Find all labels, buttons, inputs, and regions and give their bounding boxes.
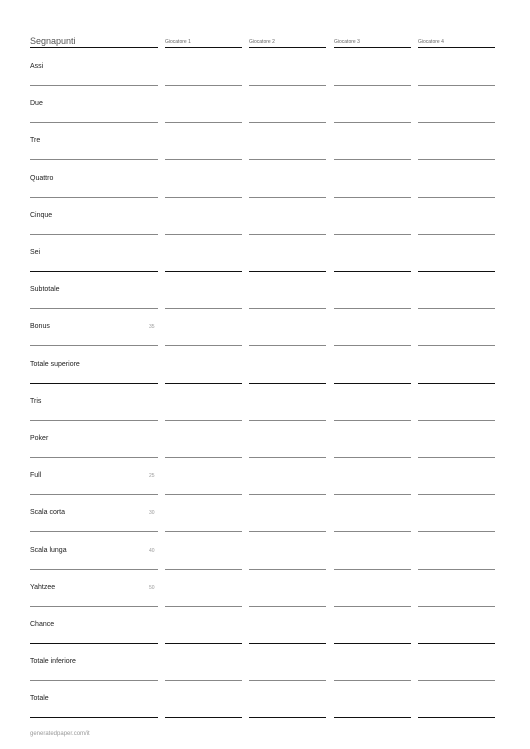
row-points: 50: [149, 584, 155, 591]
row-label-line: [30, 680, 158, 681]
score-cell-3[interactable]: [334, 457, 411, 458]
score-cell-3[interactable]: [334, 569, 411, 570]
row-label-line: [30, 531, 158, 532]
score-cell-3[interactable]: [334, 308, 411, 309]
score-cell-1[interactable]: [165, 494, 242, 495]
row-points: 25: [149, 473, 155, 480]
score-cell-4[interactable]: [418, 680, 495, 681]
score-cell-1[interactable]: [165, 122, 242, 123]
score-cell-4[interactable]: [418, 308, 495, 309]
row-label: Sei: [30, 249, 41, 256]
score-cell-4[interactable]: [418, 122, 495, 123]
score-cell-4[interactable]: [418, 457, 495, 458]
score-cell-4[interactable]: [418, 717, 495, 718]
score-cell-2[interactable]: [249, 531, 326, 532]
score-cell-2[interactable]: [249, 271, 326, 272]
row-label: Assi: [30, 63, 44, 70]
row-label-line: [30, 643, 158, 644]
row-label-line: [30, 271, 158, 272]
score-cell-4[interactable]: [418, 494, 495, 495]
score-cell-1[interactable]: [165, 643, 242, 644]
score-cell-1[interactable]: [165, 457, 242, 458]
row-label: Scala lunga: [30, 546, 67, 554]
score-cell-1[interactable]: [165, 420, 242, 421]
score-cell-3[interactable]: [334, 85, 411, 86]
score-cell-1[interactable]: [165, 85, 242, 86]
score-cell-3[interactable]: [334, 494, 411, 495]
row-points: 35: [149, 324, 155, 331]
row-label: Bonus: [30, 323, 50, 331]
row-label: Poker: [30, 435, 49, 442]
row-label: Chance: [30, 621, 55, 628]
score-cell-2[interactable]: [249, 606, 326, 607]
score-cell-2[interactable]: [249, 345, 326, 346]
score-cell-2[interactable]: [249, 234, 326, 235]
score-cell-2[interactable]: [249, 85, 326, 86]
row-label-line: [30, 345, 158, 346]
row-label-line: [30, 234, 158, 235]
player-header-1: Giocatore 1: [165, 39, 191, 45]
player-header-line: [165, 47, 242, 48]
row-label: Totale superiore: [30, 360, 80, 368]
score-cell-2[interactable]: [249, 122, 326, 123]
row-label-line: [30, 717, 158, 718]
score-cell-2[interactable]: [249, 717, 326, 718]
row-label-line: [30, 457, 158, 458]
row-label-line: [30, 606, 158, 607]
score-cell-1[interactable]: [165, 197, 242, 198]
row-label: Tris: [30, 397, 42, 405]
player-header-3: Giocatore 3: [334, 39, 360, 45]
row-label-line: [30, 85, 158, 86]
score-cell-3[interactable]: [334, 345, 411, 346]
score-cell-3[interactable]: [334, 271, 411, 272]
score-cell-3[interactable]: [334, 122, 411, 123]
score-cell-3[interactable]: [334, 531, 411, 532]
row-label: Tre: [30, 137, 41, 145]
score-cell-4[interactable]: [418, 197, 495, 198]
score-cell-4[interactable]: [418, 383, 495, 384]
score-cell-4[interactable]: [418, 643, 495, 644]
score-cell-4[interactable]: [418, 606, 495, 607]
row-label: Due: [30, 100, 43, 108]
score-cell-4[interactable]: [418, 85, 495, 86]
row-label-line: [30, 494, 158, 495]
score-cell-1[interactable]: [165, 345, 242, 346]
score-cell-4[interactable]: [418, 531, 495, 532]
score-cell-1[interactable]: [165, 383, 242, 384]
row-label: Totale: [30, 695, 49, 703]
score-cell-2[interactable]: [249, 420, 326, 421]
score-cell-2[interactable]: [249, 308, 326, 309]
score-cell-2[interactable]: [249, 197, 326, 198]
row-label: Totale inferiore: [30, 658, 76, 666]
score-cell-3[interactable]: [334, 420, 411, 421]
score-cell-3[interactable]: [334, 197, 411, 198]
player-header-2: Giocatore 2: [249, 39, 275, 45]
player-header-line: [334, 47, 411, 48]
score-cell-1[interactable]: [165, 308, 242, 309]
score-cell-1[interactable]: [165, 569, 242, 570]
player-header-line: [249, 47, 326, 48]
score-cell-2[interactable]: [249, 643, 326, 644]
score-cell-3[interactable]: [334, 159, 411, 160]
score-cell-2[interactable]: [249, 383, 326, 384]
row-label: Yahtzee: [30, 583, 56, 591]
row-label-line: [30, 569, 158, 570]
footer-url: generatedpaper.com/it: [30, 731, 90, 737]
score-cell-1[interactable]: [165, 680, 242, 681]
score-cell-2[interactable]: [249, 569, 326, 570]
row-points: 30: [149, 510, 155, 517]
row-label-line: [30, 197, 158, 198]
sheet-title: Segnapunti: [30, 36, 76, 46]
row-label-line: [30, 159, 158, 160]
score-cell-3[interactable]: [334, 643, 411, 644]
score-cell-1[interactable]: [165, 271, 242, 272]
score-cell-1[interactable]: [165, 234, 242, 235]
score-cell-1[interactable]: [165, 717, 242, 718]
score-cell-2[interactable]: [249, 457, 326, 458]
row-label: Quattro: [30, 174, 54, 182]
row-label-line: [30, 122, 158, 123]
score-cell-4[interactable]: [418, 271, 495, 272]
player-header-line: [418, 47, 495, 48]
score-cell-3[interactable]: [334, 680, 411, 681]
score-cell-3[interactable]: [334, 717, 411, 718]
score-cell-3[interactable]: [334, 383, 411, 384]
score-cell-1[interactable]: [165, 531, 242, 532]
score-cell-4[interactable]: [418, 345, 495, 346]
score-cell-1[interactable]: [165, 606, 242, 607]
score-cell-2[interactable]: [249, 494, 326, 495]
score-cell-2[interactable]: [249, 680, 326, 681]
score-cell-4[interactable]: [418, 234, 495, 235]
player-header-4: Giocatore 4: [418, 39, 444, 45]
score-cell-4[interactable]: [418, 569, 495, 570]
row-label-line: [30, 383, 158, 384]
score-cell-3[interactable]: [334, 606, 411, 607]
header-line: [30, 47, 158, 48]
row-label: Cinque: [30, 211, 53, 219]
row-points: 40: [149, 547, 155, 554]
score-cell-2[interactable]: [249, 159, 326, 160]
score-cell-1[interactable]: [165, 159, 242, 160]
row-label: Full: [30, 472, 42, 480]
row-label-line: [30, 308, 158, 309]
score-cell-4[interactable]: [418, 420, 495, 421]
score-cell-3[interactable]: [334, 234, 411, 235]
score-cell-4[interactable]: [418, 159, 495, 160]
row-label-line: [30, 420, 158, 421]
row-label: Scala corta: [30, 509, 66, 517]
row-label: Subtotale: [30, 286, 60, 294]
